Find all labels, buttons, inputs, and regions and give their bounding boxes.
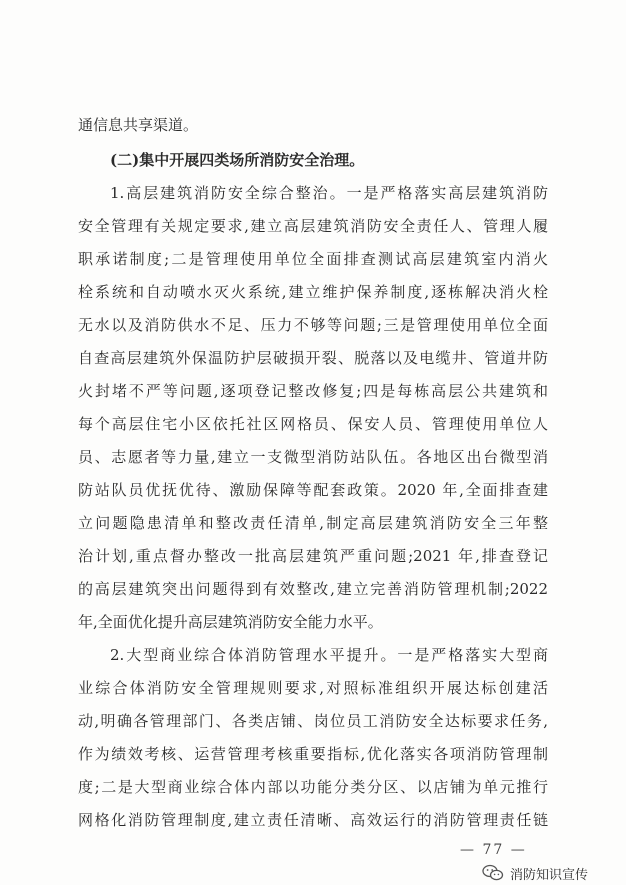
- text-line: 自查高层建筑外保温防护层破损开裂、脱落以及电缆井、管道井防: [78, 349, 548, 367]
- paragraph-1-first-line: 1.高层建筑消防安全综合整治。一是严格落实高层建筑消防: [110, 184, 548, 202]
- text-line: 安全管理有关规定要求,建立高层建筑消防安全责任人、管理人履: [78, 217, 548, 235]
- text-line: 火封堵不严等问题,逐项登记整改修复;四是每栋高层公共建筑和: [78, 382, 548, 400]
- text-line: 年,全面优化提升高层建筑消防安全能力水平。: [78, 613, 383, 631]
- text-line: 防站队员优抚优待、激励保障等配套政策。2020 年,全面排查建: [78, 481, 548, 499]
- section-heading: (二)集中开展四类场所消防安全治理。: [110, 151, 365, 169]
- text-line: 无水以及消防供水不足、压力不够等问题;三是管理使用单位全面: [78, 316, 548, 334]
- text-line: 栓系统和自动喷水灭火系统,建立维护保养制度,逐栋解决消火栓: [78, 283, 548, 301]
- text-line: 立问题隐患清单和整改责任清单,制定高层建筑消防安全三年整: [78, 514, 548, 532]
- text-line: 作为绩效考核、运营管理考核重要指标,优化落实各项消防管理制: [78, 745, 548, 763]
- text-line: 员、志愿者等力量,建立一支微型消防站队伍。各地区出台微型消: [78, 448, 548, 466]
- text-line: 职承诺制度;二是管理使用单位全面排查测试高层建筑室内消火: [78, 250, 548, 268]
- page-number: — 77 —: [460, 842, 527, 858]
- text-line: 每个高层住宅小区依托社区网格员、保安人员、管理使用单位人: [78, 415, 548, 433]
- text-line: 治计划,重点督办整改一批高层建筑严重问题;2021 年,排查登记: [78, 547, 548, 565]
- text-line: 度;二是大型商业综合体内部以功能分类分区、以店铺为单元推行: [78, 778, 548, 796]
- paragraph-2-first-line: 2.大型商业综合体消防管理水平提升。一是严格落实大型商: [110, 646, 548, 664]
- text-line: 业综合体消防安全管理规则要求,对照标准组织开展达标创建活: [78, 679, 548, 697]
- watermark-label: 消防知识宣传: [510, 867, 589, 883]
- watermark: [482, 862, 588, 884]
- wechat-icon: [482, 864, 504, 882]
- text-line: 动,明确各管理部门、各类店铺、岗位员工消防安全达标要求任务,: [78, 712, 548, 730]
- text-line: 的高层建筑突出问题得到有效整改,建立完善消防管理机制;2022: [78, 580, 548, 598]
- text-line: 通信息共享渠道。: [78, 116, 199, 134]
- text-line: 网格化消防管理制度,建立责任清晰、高效运行的消防管理责任链: [78, 811, 548, 829]
